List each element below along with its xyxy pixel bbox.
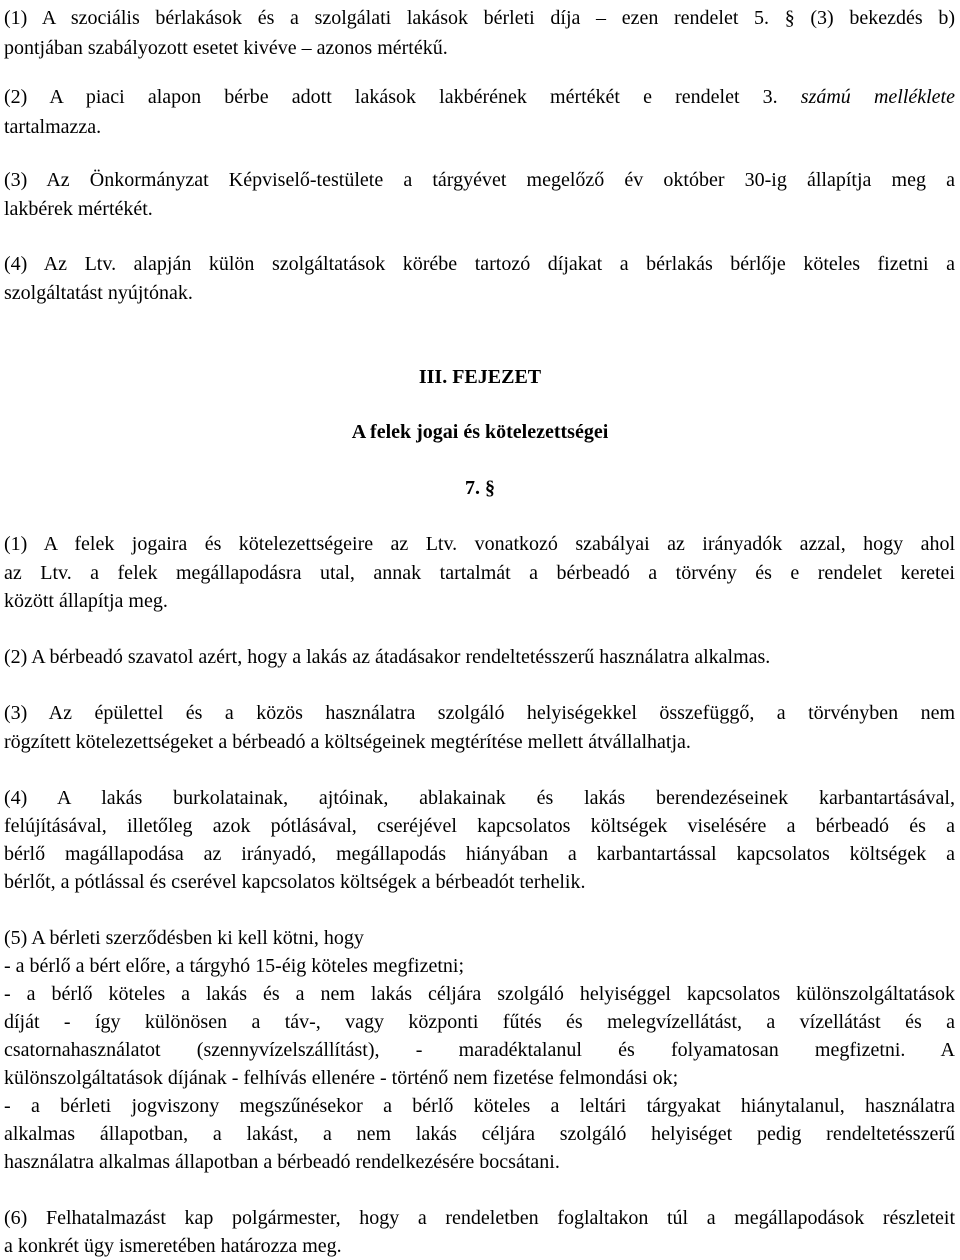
paragraph-line: (4) A lakás burkolatainak, ajtóinak, ablakainak és lakás berendezéseinek karbantartásával, bbox=[4, 787, 955, 809]
chapter-title: A felek jogai és kötelezettségei bbox=[351, 421, 609, 443]
paragraph-line: alkalmas állapotban, a lakást, a nem lakás céljára szolgáló helyiséget pedig rendeltetésszerű bbox=[4, 1123, 955, 1145]
paragraph-line: felújításával, illetőleg azok pótlásával, cseréjével kapcsolatos költségek viselésére a bérbeadó és a bbox=[4, 815, 955, 837]
list-item: - a bérleti jogviszony megszűnésekor a bérlő köteles a leltári tárgyakat hiánytalanul, használatra bbox=[4, 1095, 955, 1117]
paragraph-line: (4) Az Ltv. alapján külön szolgáltatások körébe tartozó díjakat a bérlakás bérlője köteles fizetni a bbox=[4, 253, 955, 275]
annex-reference: számú melléklete bbox=[800, 86, 955, 108]
paragraph-line: (3) Az Önkormányzat Képviselő-testülete a tárgyévet megelőző év október 30-ig állapítja meg a bbox=[4, 169, 955, 191]
paragraph-line: pontjában szabályozott esetet kivéve – azonos mértékű. bbox=[4, 37, 448, 59]
paragraph-line: rögzített kötelezettségeket a bérbeadó a költségeinek megtérítése mellett átvállalhatja. bbox=[4, 731, 691, 753]
paragraph-line: (6) Felhatalmazást kap polgármester, hogy a rendeletben foglaltakon túl a megállapodások részleteit bbox=[4, 1207, 955, 1229]
section-number: 7. § bbox=[465, 477, 495, 499]
paragraph-line: az Ltv. a felek megállapodásra utal, annak tartalmát a bérbeadó a törvény és e rendelet keretei bbox=[4, 562, 955, 584]
paragraph-line: (1) A szociális bérlakások és a szolgálati lakások bérleti díja – ezen rendelet 5. § (3) bekezdés b) bbox=[4, 7, 955, 29]
paragraph-line: a konkrét ügy ismeretében határozza meg. bbox=[4, 1235, 342, 1257]
paragraph-line bbox=[4, 85, 955, 109]
chapter-number: III. FEJEZET bbox=[418, 366, 542, 388]
paragraph-line: bérlő magállapodása az irányadó, megállapodás hiányában a karbantartással kapcsolatos költségek a bbox=[4, 843, 955, 865]
paragraph-line: szolgáltatást nyújtónak. bbox=[4, 282, 193, 304]
paragraph-line: használatra alkalmas állapotban a bérbeadó rendelkezésére bocsátani. bbox=[4, 1151, 560, 1173]
paragraph-line: (1) A felek jogaira és kötelezettségeire az Ltv. vonatkozó szabályai az irányadók azzal, hogy ahol bbox=[4, 533, 955, 555]
paragraph-line: különszolgáltatások díjának - felhívás ellenére - történő nem fizetése felmondási ok; bbox=[4, 1067, 679, 1089]
paragraph-line: között állapítja meg. bbox=[4, 590, 168, 612]
paragraph-line: díját - így különösen a táv-, vagy központi fűtés és melegvízellátást, a vízellátást és a bbox=[4, 1011, 955, 1033]
paragraph-line: (2) A bérbeadó szavatol azért, hogy a lakás az átadásakor rendeltetésszerű használatra alkalmas. bbox=[4, 646, 771, 668]
paragraph-line: lakbérek mértékét. bbox=[4, 198, 153, 220]
paragraph-line: tartalmazza. bbox=[4, 116, 102, 138]
paragraph-text: (2) A piaci alapon bérbe adott lakások lakbérének mértékét e rendelet 3. bbox=[4, 86, 778, 108]
list-item: - a bérlő a bért előre, a tárgyhó 15-éig köteles megfizetni; bbox=[4, 955, 464, 977]
paragraph-line: csatornahasználatot (szennyvízelszállítást), - maradéktalanul és folyamatosan megfizetni. A bbox=[4, 1039, 955, 1061]
paragraph-line: (3) Az épülettel és a közös használatra szolgáló helyiségekkel összefüggő, a törvényben nem bbox=[4, 702, 955, 724]
list-item: - a bérlő köteles a lakás és a nem lakás céljára szolgáló helyiséggel kapcsolatos különszolgáltatások bbox=[4, 983, 955, 1005]
paragraph-line: (5) A bérleti szerződésben ki kell kötni, hogy bbox=[4, 927, 364, 949]
paragraph-line: bérlőt, a pótlással és cserével kapcsolatos költségek a bérbeadót terhelik. bbox=[4, 871, 586, 893]
